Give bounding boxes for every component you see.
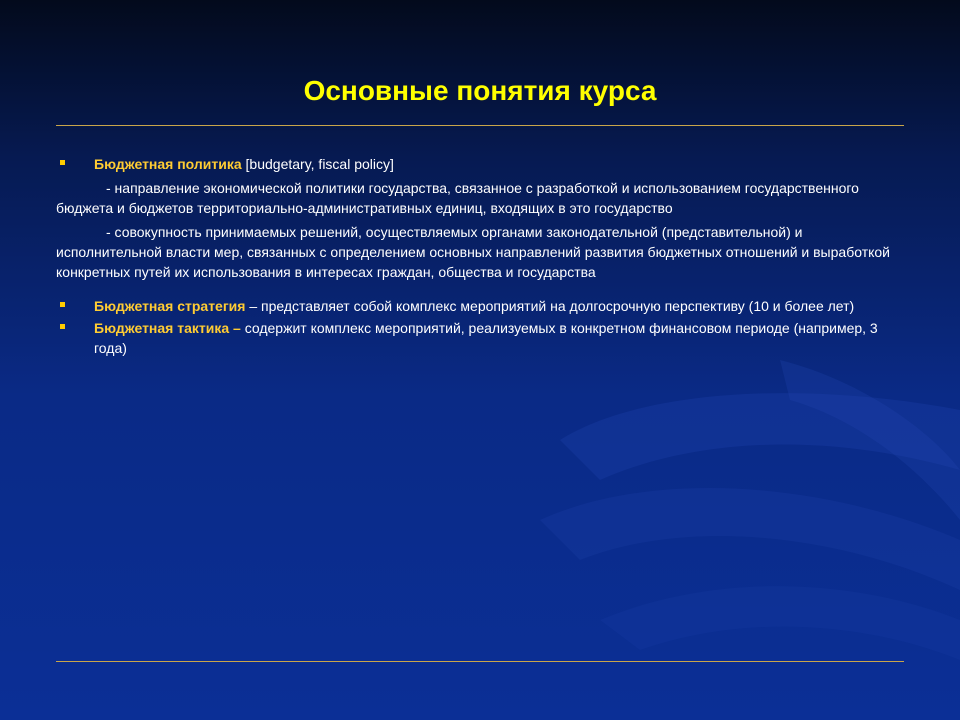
title-divider	[56, 125, 904, 126]
term-text: – представляет собой комплекс мероприятий на долгосрочную перспективу (10 и более лет)	[245, 298, 855, 314]
bullet-square-icon	[60, 324, 65, 329]
slide-title: Основные понятия курса	[303, 75, 657, 106]
bullet-item-budget-tactics	[56, 318, 906, 358]
bullet-square-icon	[60, 160, 65, 165]
bullet-square-icon	[60, 302, 65, 307]
term-label: Бюджетная политика	[94, 156, 242, 172]
term-text: содержит комплекс мероприятий, реализуемых в конкретном финансовом периоде (например, 3 года)	[94, 320, 878, 356]
term-text: [budgetary, fiscal policy]	[241, 156, 394, 172]
bullet-item-budget-strategy	[56, 296, 906, 316]
slide-content	[56, 154, 906, 358]
footer-divider	[56, 661, 904, 662]
term-label: Бюджетная стратегия	[94, 298, 246, 314]
term-label: Бюджетная тактика –	[94, 320, 241, 336]
bullet-item-budget-policy	[56, 154, 906, 174]
definition-text: - совокупность принимаемых решений, осуществляемых органами законодательной (представительной) и исполнительной власти мер, связанных с определением основных направлений развития бюджетных отношений и выработкой конкретных путей их использования в интересах граждан, общества и государства	[56, 224, 890, 280]
definition-text: - направление экономической политики государства, связанное с разработкой и использованием государственного бюджета и бюджетов территориально-административных единиц, входящих в это государство	[56, 180, 859, 216]
